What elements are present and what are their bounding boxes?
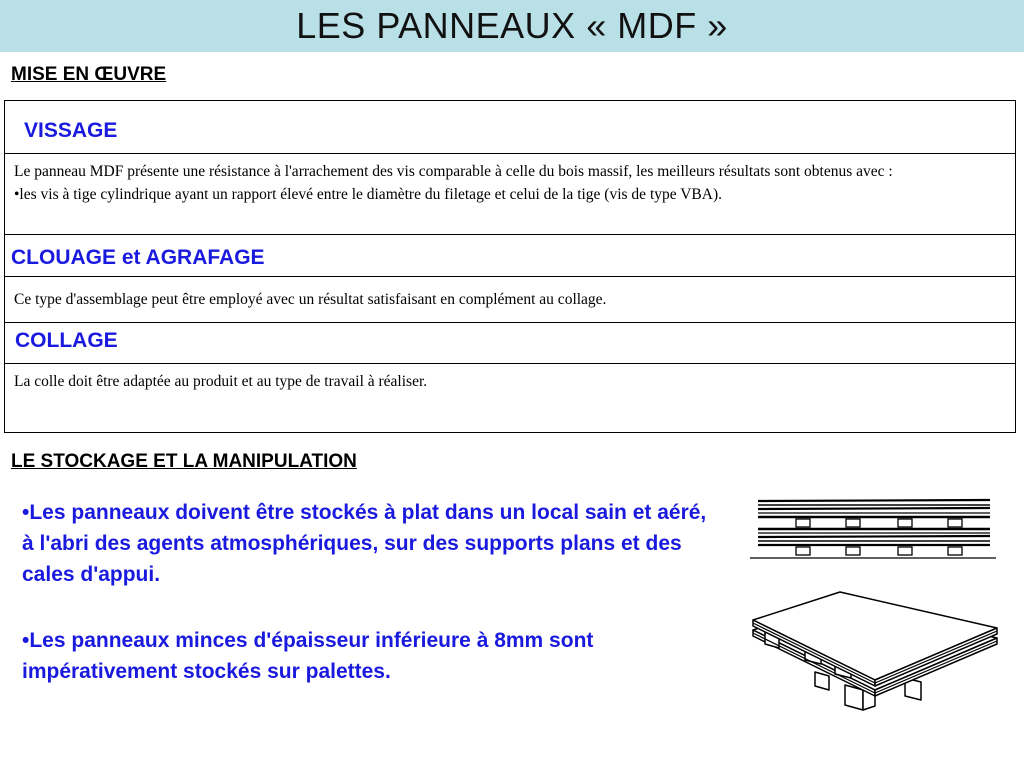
row-vissage-body	[5, 154, 1015, 235]
stockage-bullet-2: •Les panneaux minces d'épaisseur inférieure à 8mm sont impérativement stockés sur palettes.	[22, 629, 594, 683]
panel-stack-side-illustration	[748, 495, 998, 565]
clouage-heading: CLOUAGE et AGRAFAGE	[11, 246, 265, 269]
vissage-heading: VISSAGE	[24, 119, 118, 142]
section-heading-mise-en-oeuvre: MISE EN ŒUVRE	[11, 64, 167, 85]
section-heading-stockage: LE STOCKAGE ET LA MANIPULATION	[11, 451, 357, 472]
title-bar	[0, 0, 1024, 52]
clouage-text: Ce type d'assemblage peut être employé avec un résultat satisfaisant en complément au collage.	[14, 291, 607, 308]
row-vissage-head	[5, 101, 1015, 154]
row-clouage-head	[5, 235, 1015, 277]
row-collage-body	[5, 364, 1015, 432]
pallet-stack-illustration	[745, 590, 1005, 720]
collage-text: La colle doit être adaptée au produit et au type de travail à réaliser.	[14, 373, 428, 390]
page-title: LES PANNEAUX « MDF »	[296, 5, 728, 46]
row-clouage-body	[5, 277, 1015, 323]
vissage-text-bullet: •les vis à tige cylindrique ayant un rapport élevé entre le diamètre du filetage et celui de la tige (vis de type VBA).	[14, 186, 722, 203]
vissage-text-paragraph: Le panneau MDF présente une résistance à l'arrachement des vis comparable à celle du bois massif, les meilleurs résultats sont obtenus avec :	[14, 163, 893, 180]
row-collage-head	[5, 323, 1015, 364]
stockage-bullet-1: •Les panneaux doivent être stockés à plat dans un local sain et aéré, à l'abri des agents atmosphériques, sur des supports plans et des cales d'appui.	[22, 501, 707, 586]
vissage-text	[14, 160, 1001, 206]
mise-en-oeuvre-table	[4, 100, 1016, 433]
collage-heading: COLLAGE	[15, 329, 118, 352]
